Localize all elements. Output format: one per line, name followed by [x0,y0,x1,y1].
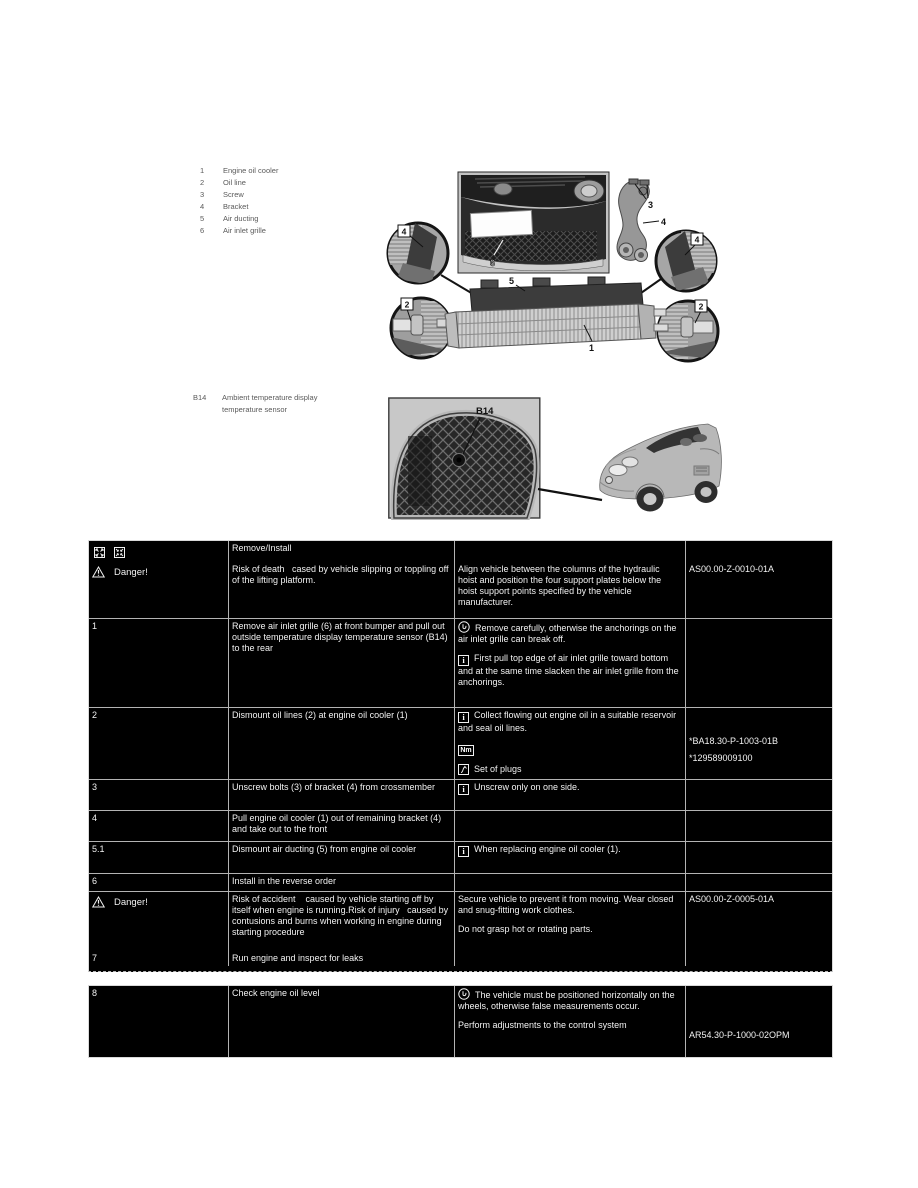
step-cell [89,708,228,779]
ref-cell [685,986,832,1057]
procedure-table [88,540,833,972]
note-text: Unscrew only on one side. [474,782,580,792]
step-row [89,618,832,707]
note [458,894,681,916]
document-ref: AS00.00-Z-0005-01A [689,894,775,904]
step-cell [89,780,228,810]
danger-heading [92,564,224,578]
legend-item [193,392,317,416]
legend-item-number: B14 [193,393,207,402]
task-text: Check engine oil level [232,988,320,998]
document-ref: AS00.00-Z-0010-01A [689,564,775,574]
step-cell [89,619,228,707]
legend-item-label: Air ducting [223,214,259,223]
ref-cell [685,619,832,707]
info-icon: i [458,712,469,723]
legend-item-number: 6 [200,226,205,235]
sensor-legend [193,392,317,416]
danger-label: Danger! [114,566,148,578]
sensor-location-figure [388,396,722,525]
note-text: Do not grasp hot or rotating parts. [458,924,593,934]
task-cell [228,780,454,810]
car-illustration [600,424,722,512]
legend-item [200,225,278,237]
danger-heading [92,894,224,908]
step-number: 7 [92,953,98,963]
legend-item-label: Engine oil cooler [223,166,279,175]
note [458,988,681,1012]
legend-item-label: Air inlet grille [223,226,266,235]
task-text: Install in the reverse order [232,876,337,886]
task-text: Risk of accident caused by vehicle starting off by itself when engine is running.Risk of injury caused by contusions and burns when working in engine during starting procedure [232,894,451,937]
plugs-icon [458,764,469,775]
note-text: Secure vehicle to prevent it from moving. Wear closed and snug-fitting work clothes. [458,894,674,915]
task-text: Dismount air ducting (5) from engine oil cooler [232,844,417,854]
document-ref: AR54.30-P-1000-02OPM [689,1030,790,1040]
note-text: The vehicle must be positioned horizontally on the wheels, otherwise false measurements occur. [458,990,675,1011]
note-text: When replacing engine oil cooler (1). [474,844,621,854]
callout-label-bracket: 4 [661,217,667,227]
install-icon [114,547,125,558]
notes-cell [454,708,685,779]
sensor-location-svg [388,396,722,520]
detail-circle-bracket-left [388,223,448,285]
warning-triangle-icon [92,566,105,578]
ref-cell [685,874,832,891]
legend-item-number: 3 [200,190,205,199]
legend-item [200,165,278,177]
header-title-cell [228,541,454,562]
task-cell [228,708,454,779]
table-header-row [89,541,832,562]
task-text: Dismount oil lines (2) at engine oil cooler (1) [232,710,408,720]
task-text-bottom: Run engine and inspect for leaks [232,953,364,963]
ref-cell [685,562,832,618]
task-cell [228,892,454,966]
task-cell [228,986,454,1057]
task-cell [228,842,454,873]
detail-circle-bracket-right [656,231,717,291]
danger-label: Danger! [114,896,148,908]
legend-item [200,213,278,225]
danger-row [89,891,832,966]
step-number: 2 [92,710,98,720]
oil-cooler-diagram [385,167,720,377]
task-cell [228,811,454,841]
note-text: Perform adjustments to the control system [458,1020,627,1030]
step-cell [89,562,228,618]
note [458,1020,681,1031]
legend-item-number: 2 [200,178,205,187]
legend-item [200,201,278,213]
oil-cooler-diagram-svg [385,167,720,372]
notes-cell [454,562,685,618]
callout-label-duct: 5 [509,276,515,286]
note [458,710,681,734]
callout-label: 4 [401,226,407,237]
callout-label-cooler: 1 [589,343,595,353]
grille-closeup-photo [389,398,540,518]
callout-label-b14: B14 [476,406,494,417]
legend-item-number: 4 [200,202,205,211]
document-ref: *BA18.30-P-1003-01B [689,736,779,746]
cooler-core [455,304,641,348]
torque-icon: Nm [458,745,474,756]
note-text: Collect flowing out engine oil in a suitable reservoir and seal oil lines. [458,710,677,733]
task-cell [228,874,454,891]
callout-label: 4 [694,234,700,245]
note [458,764,681,775]
note [458,653,681,688]
bumper-inset-photo [458,172,609,273]
warning-triangle-icon [92,896,105,908]
step-number: 5.1 [92,844,105,854]
task-text: Risk of death cased by vehicle slipping or toppling off of the lifting platform. [232,564,451,585]
legend-item-label: Screw [223,190,244,199]
info-icon: i [458,655,469,666]
step-row [89,986,832,1057]
remove-icon [94,547,105,558]
callout-label-grille: 6 [490,258,496,268]
hand-caution-icon [458,988,470,1000]
legend-label-line1: Ambient temperature display [222,393,318,402]
note [458,621,681,645]
task-cell [228,562,454,618]
step-cell [89,986,228,1057]
legend-label-line2: temperature sensor [222,405,288,414]
callout-label-screw: 3 [648,200,654,210]
step-number: 8 [92,988,98,998]
ref-cell [685,892,832,966]
detail-circle-oil-line-left [391,298,453,358]
step-cell [89,892,228,966]
note-text: First pull top edge of air inlet grille toward bottom and at the same time slacken the air inlet grille from the anchorings. [458,653,679,687]
step-number: 4 [92,813,98,823]
note [458,924,681,935]
task-text: Remove air inlet grille (6) at front bumper and pull out outside temperature display temperature sensor (B14) to the rear [232,621,451,653]
notes-cell [454,842,685,873]
oil-cooler-assembly [437,276,668,353]
legend-item-number: 5 [200,214,205,223]
leader-line [538,489,602,500]
step-row [89,779,832,810]
task-text: Pull engine oil cooler (1) out of remaining bracket (4) and take out to the front [232,813,444,834]
notes-cell [454,780,685,810]
info-icon: i [458,784,469,795]
step-number: 1 [92,621,98,631]
note [458,782,681,795]
legend-item [200,189,278,201]
note-text: Align vehicle between the columns of the hydraulic hoist and position the four support plates below the hoist support points specified by the vehicle manufacturer. [458,564,662,607]
legend-item-label [222,392,317,416]
ref-cell [685,811,832,841]
note [458,742,681,756]
step-number: 3 [92,782,98,792]
legend-item-number: 1 [200,166,205,175]
note [458,844,681,857]
header-empty-cell [685,541,832,562]
step-row [89,873,832,891]
notes-cell [454,811,685,841]
legend-item-label: Oil line [223,178,246,187]
header-symbol-cell [89,541,228,562]
note-text: Remove carefully, otherwise the anchorings on the air inlet grille can break off. [458,623,677,644]
notes-cell [454,874,685,891]
step-number: 6 [92,876,98,886]
step-row [89,707,832,779]
header-empty-cell [454,541,685,562]
step-cell [89,842,228,873]
step-cell [89,811,228,841]
parts-legend [200,165,278,237]
step-row [89,810,832,841]
info-icon: i [458,846,469,857]
step-row [89,841,832,873]
notes-cell [454,892,685,966]
note-text: Set of plugs [474,764,522,774]
ref-cell [685,842,832,873]
legend-item [200,177,278,189]
notes-cell [454,619,685,707]
callout-label: 2 [404,299,410,310]
oil-level-table [88,985,833,1058]
callout-label: 2 [698,301,704,312]
ref-cell [685,708,832,779]
table-title: Remove/Install [232,543,292,553]
task-cell [228,619,454,707]
danger-row [89,562,832,618]
note [458,564,681,608]
step-cell [89,874,228,891]
document-ref: *129589009100 [689,753,753,763]
hand-caution-icon [458,621,470,633]
task-text: Unscrew bolts (3) of bracket (4) from crossmember [232,782,436,792]
ref-cell [685,780,832,810]
notes-cell [454,986,685,1057]
legend-item-label: Bracket [223,202,249,211]
